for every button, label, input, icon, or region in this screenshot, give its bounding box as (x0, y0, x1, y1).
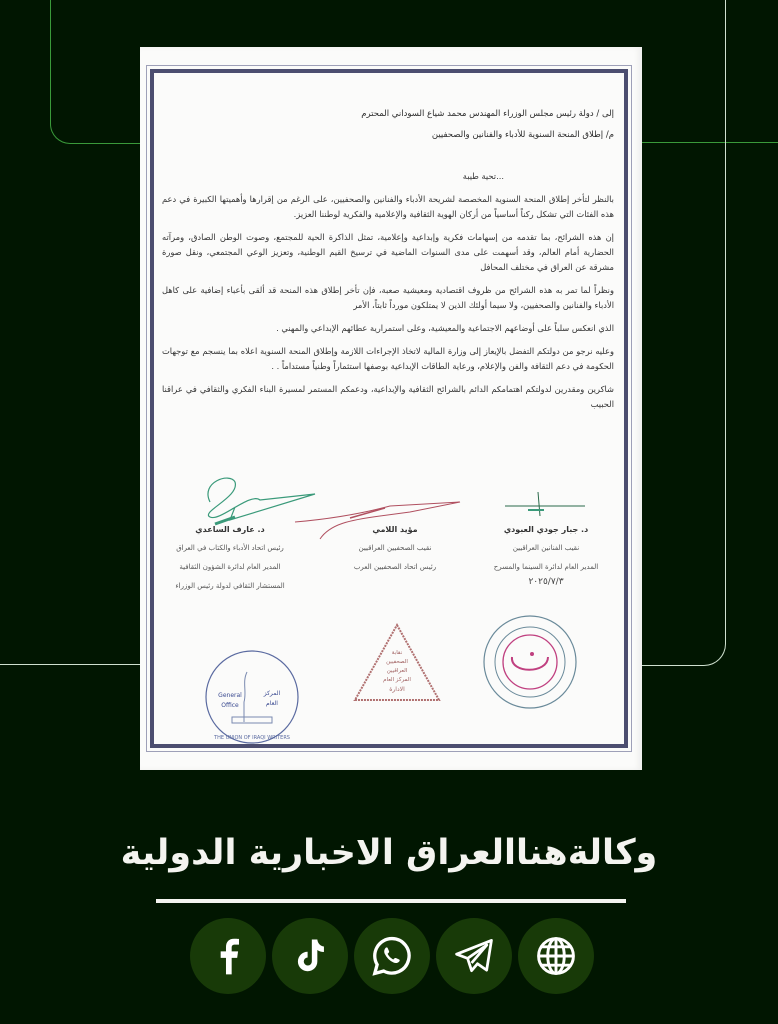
globe-icon (534, 934, 578, 978)
signer-title: المستشار الثقافي لدولة رئيس الوزراء (175, 582, 285, 590)
stamp-line: العراقيين (386, 668, 408, 674)
paragraph: بالنظر لتأخر إطلاق المنحة السنوية المخصصة لشريحة الأدباء والفنانين والصحفيين، على الرغم من إقرارها وأهميتها الكبيرة في دعم هذه الفئات التي تشكل ركناً أساسياً من أركان الهوية الثقافية والإعلامية والفكرية لوطننا العزيز. (162, 194, 614, 219)
signer-title: رئيس اتحاد الصحفيين العرب (353, 563, 437, 571)
stamp-line: المركز العام (383, 677, 411, 683)
tiktok-icon (288, 934, 332, 978)
paragraph: شاكرين ومقدرين لدولتكم اهتمامكم الدائم بالشرائح الثقافية والإبداعية، ودعمكم المستمر لمسيرة البناء الفكري والثقافي في عراقنا الحبيب (162, 384, 614, 409)
signer-journalists (325, 482, 465, 577)
brand-divider (156, 899, 626, 903)
stamp-line: الصحفيين (386, 659, 408, 665)
whatsapp-link[interactable] (354, 918, 430, 994)
paragraph: إن هذه الشرائح، بما تقدمه من إسهامات فكرية وإبداعية وإعلامية، تمثل الذاكرة الحية للمجتمع، وصوت الوطن الصادق، ومرآته الحضارية أمام العالم، وقد أسهمت على مدى السنوات الماضية في ترسيخ القيم الوطنية، وتعزيز الوعي المجتمعي، ونقل صورة مشرقة عن العراق في مختلف المحافل (162, 232, 614, 272)
decorative-line-light-left (0, 664, 145, 665)
signer-name: د. جبار جودي العبودي (503, 525, 589, 534)
stamp-line: نقابة (391, 650, 403, 656)
addressee-line: إلى / دولة رئيس مجلس الوزراء المهندس محمد شياع السوداني المحترم (361, 109, 614, 119)
whatsapp-icon (370, 934, 414, 978)
stamp-en-text: Office (221, 702, 239, 709)
writers-union-stamp (202, 647, 302, 747)
artists-stamp (480, 612, 580, 712)
signer-title: المدير العام لدائرة السينما والمسرح (493, 563, 599, 571)
tiktok-link[interactable] (272, 918, 348, 994)
social-links (190, 918, 600, 996)
journalists-stamp (352, 622, 442, 704)
signer-title: نقيب الفنانين العراقيين (512, 544, 580, 552)
facebook-icon (206, 934, 250, 978)
signer-writers (160, 482, 300, 596)
signature-block (160, 482, 616, 612)
agency-name: وكالةهناالعراق الاخبارية الدولية (120, 833, 658, 873)
signer-name: مؤيد اللامي (372, 525, 418, 534)
telegram-link[interactable] (436, 918, 512, 994)
stamp-ar-text: العام (266, 700, 278, 707)
paragraph: وعليه نرجو من دولتكم التفضل بالإيعاز إلى وزارة المالية لاتخاذ الإجراءات اللازمة وإطلاق المنحة السنوية اعلاه بما ينسجم مع توجهات الحكومة في دعم الثقافة والفن والإعلام، ورعاية الطاقات الإبداعية بوصفها استثماراً وطنياً مستداماً . . (162, 346, 614, 371)
signer-title: نقيب الصحفيين العراقيين (358, 544, 432, 552)
stamp-bottom-text: THE UNION OF IRAQI WRITERS (214, 735, 290, 741)
stamp-ar-text: المركز (263, 690, 281, 697)
signer-title: رئيس اتحاد الأدباء والكتاب في العراق (176, 544, 284, 552)
telegram-icon (452, 934, 496, 978)
signature-date: ٢٠٢٥/٧/٣ (528, 577, 564, 587)
subject-line: م/ إطلاق المنحة السنوية للأدباء والفنانين والصحفيين (431, 130, 614, 140)
facebook-link[interactable] (190, 918, 266, 994)
decorative-line-green-right (640, 142, 778, 143)
signer-title: المدير العام لدائرة الشؤون الثقافية (179, 563, 281, 571)
letter-body (162, 107, 614, 420)
stamps-row (140, 607, 642, 757)
signer-artists (476, 482, 616, 587)
signer-name: د. عارف الساعدي (195, 525, 265, 534)
paragraph: الذي انعكس سلباً على أوضاعهم الاجتماعية والمعيشية، وعلى استمرارية عطائهم الإبداعي والمهني . (276, 323, 614, 333)
website-link[interactable] (518, 918, 594, 994)
greeting: ...تحية طيبة (462, 171, 504, 181)
stamp-line: الادارة (389, 686, 405, 693)
paragraph: ونظراً لما تمر به هذه الشرائح من ظروف اقتصادية ومعيشية صعبة، فإن تأخر إطلاق هذه المنحة قد ألقى بأعباء إضافية على كاهل الأدباء والفنانين والصحفيين، ولا سيما أولئك الذين لا يمتلكون مورداً ثابتاً، الأمر (162, 285, 614, 310)
letter-document (140, 47, 642, 770)
stamp-en-text: General (218, 692, 242, 699)
